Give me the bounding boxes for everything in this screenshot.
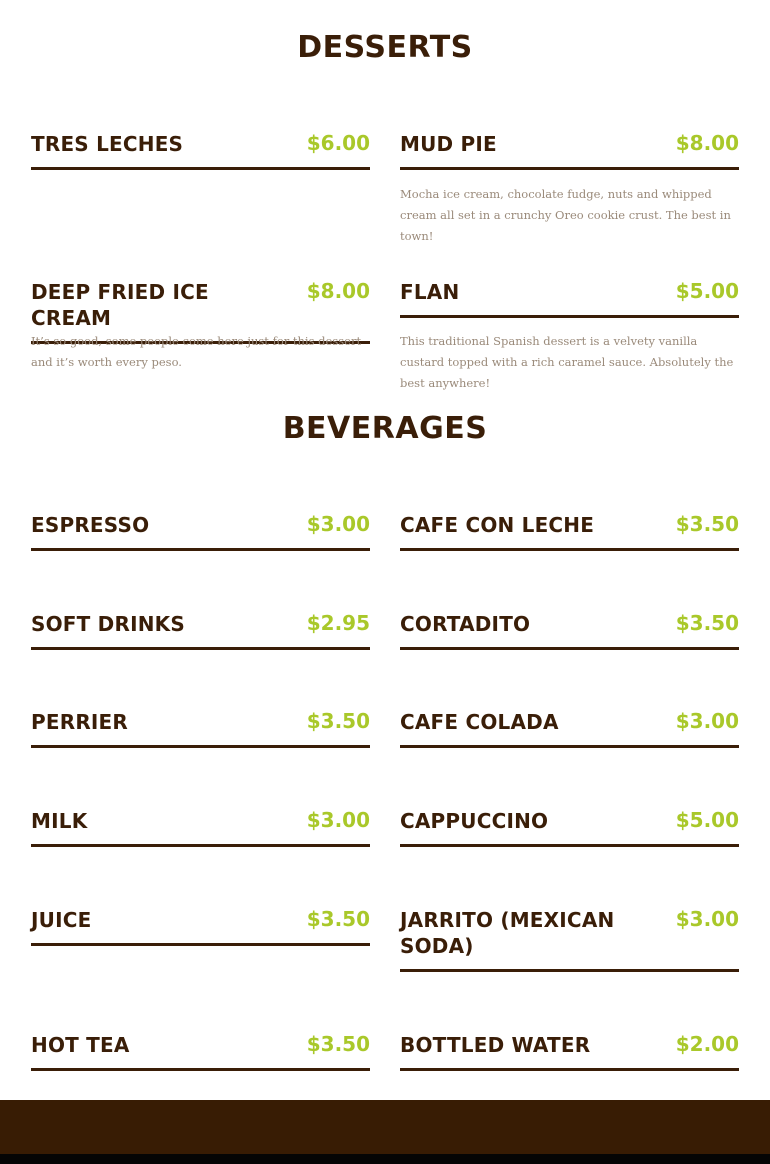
item-price: $3.50 — [306, 1032, 370, 1056]
menu-item-mud-pie — [400, 131, 739, 170]
menu-item-soft-drinks — [31, 611, 370, 650]
menu-item-juice — [31, 907, 370, 946]
menu-item-cafe-con-leche — [400, 512, 739, 551]
item-price: $3.00 — [306, 808, 370, 832]
item-name: TRES LECHES — [31, 132, 184, 156]
item-name: FLAN — [400, 280, 460, 304]
item-name: JARRITO (MEXICAN SODA) — [400, 908, 615, 958]
item-name: CAFE CON LECHE — [400, 513, 595, 537]
item-price: $8.00 — [675, 131, 739, 155]
desserts-title: DESSERTS — [297, 30, 473, 65]
item-name: MUD PIE — [400, 132, 497, 156]
item-name: HOT TEA — [31, 1033, 130, 1057]
beverages-title: BEVERAGES — [282, 411, 488, 446]
item-description: It’s so good, some people come here just for this dessert and it’s worth every peso. — [31, 334, 362, 369]
item-name: SOFT DRINKS — [31, 612, 185, 636]
item-price: $3.50 — [675, 611, 739, 635]
item-price: $3.50 — [306, 907, 370, 931]
footer-bottom-strip — [0, 1154, 770, 1164]
item-price: $2.00 — [675, 1032, 739, 1056]
item-name: CAPPUCCINO — [400, 809, 549, 833]
footer-bar — [0, 1100, 770, 1154]
item-name: JUICE — [31, 908, 92, 932]
item-name: CORTADITO — [400, 612, 531, 636]
item-price: $8.00 — [306, 279, 370, 303]
item-price: $3.00 — [675, 907, 739, 931]
menu-item-flan — [400, 279, 739, 318]
menu-item-tres-leches — [31, 131, 370, 170]
item-name: PERRIER — [31, 710, 129, 734]
item-price: $3.00 — [675, 709, 739, 733]
item-name: CAFE COLADA — [400, 710, 559, 734]
item-price: $3.50 — [675, 512, 739, 536]
item-name: MILK — [31, 809, 88, 833]
item-name: BOTTLED WATER — [400, 1033, 591, 1057]
item-name: ESPRESSO — [31, 513, 150, 537]
menu-item-jarrito — [400, 907, 739, 972]
menu-item-perrier — [31, 709, 370, 748]
item-name: DEEP FRIED ICE CREAM — [31, 280, 209, 330]
item-price: $3.00 — [306, 512, 370, 536]
menu-item-espresso — [31, 512, 370, 551]
item-price: $6.00 — [306, 131, 370, 155]
item-description: This traditional Spanish dessert is a velvety vanilla custard topped with a rich caramel sauce. Absolutely the best anywhere! — [400, 334, 734, 390]
menu-item-cappuccino — [400, 808, 739, 847]
menu-item-cortadito — [400, 611, 739, 650]
menu-item-cafe-colada — [400, 709, 739, 748]
item-description: Mocha ice cream, chocolate fudge, nuts and whipped cream all set in a crunchy Oreo cookie crust. The best in town! — [400, 187, 731, 243]
menu-item-bottled-water — [400, 1032, 739, 1071]
item-price: $2.95 — [306, 611, 370, 635]
item-price: $5.00 — [675, 808, 739, 832]
item-price: $3.50 — [306, 709, 370, 733]
item-price: $5.00 — [675, 279, 739, 303]
menu-item-milk — [31, 808, 370, 847]
menu-item-hot-tea — [31, 1032, 370, 1071]
